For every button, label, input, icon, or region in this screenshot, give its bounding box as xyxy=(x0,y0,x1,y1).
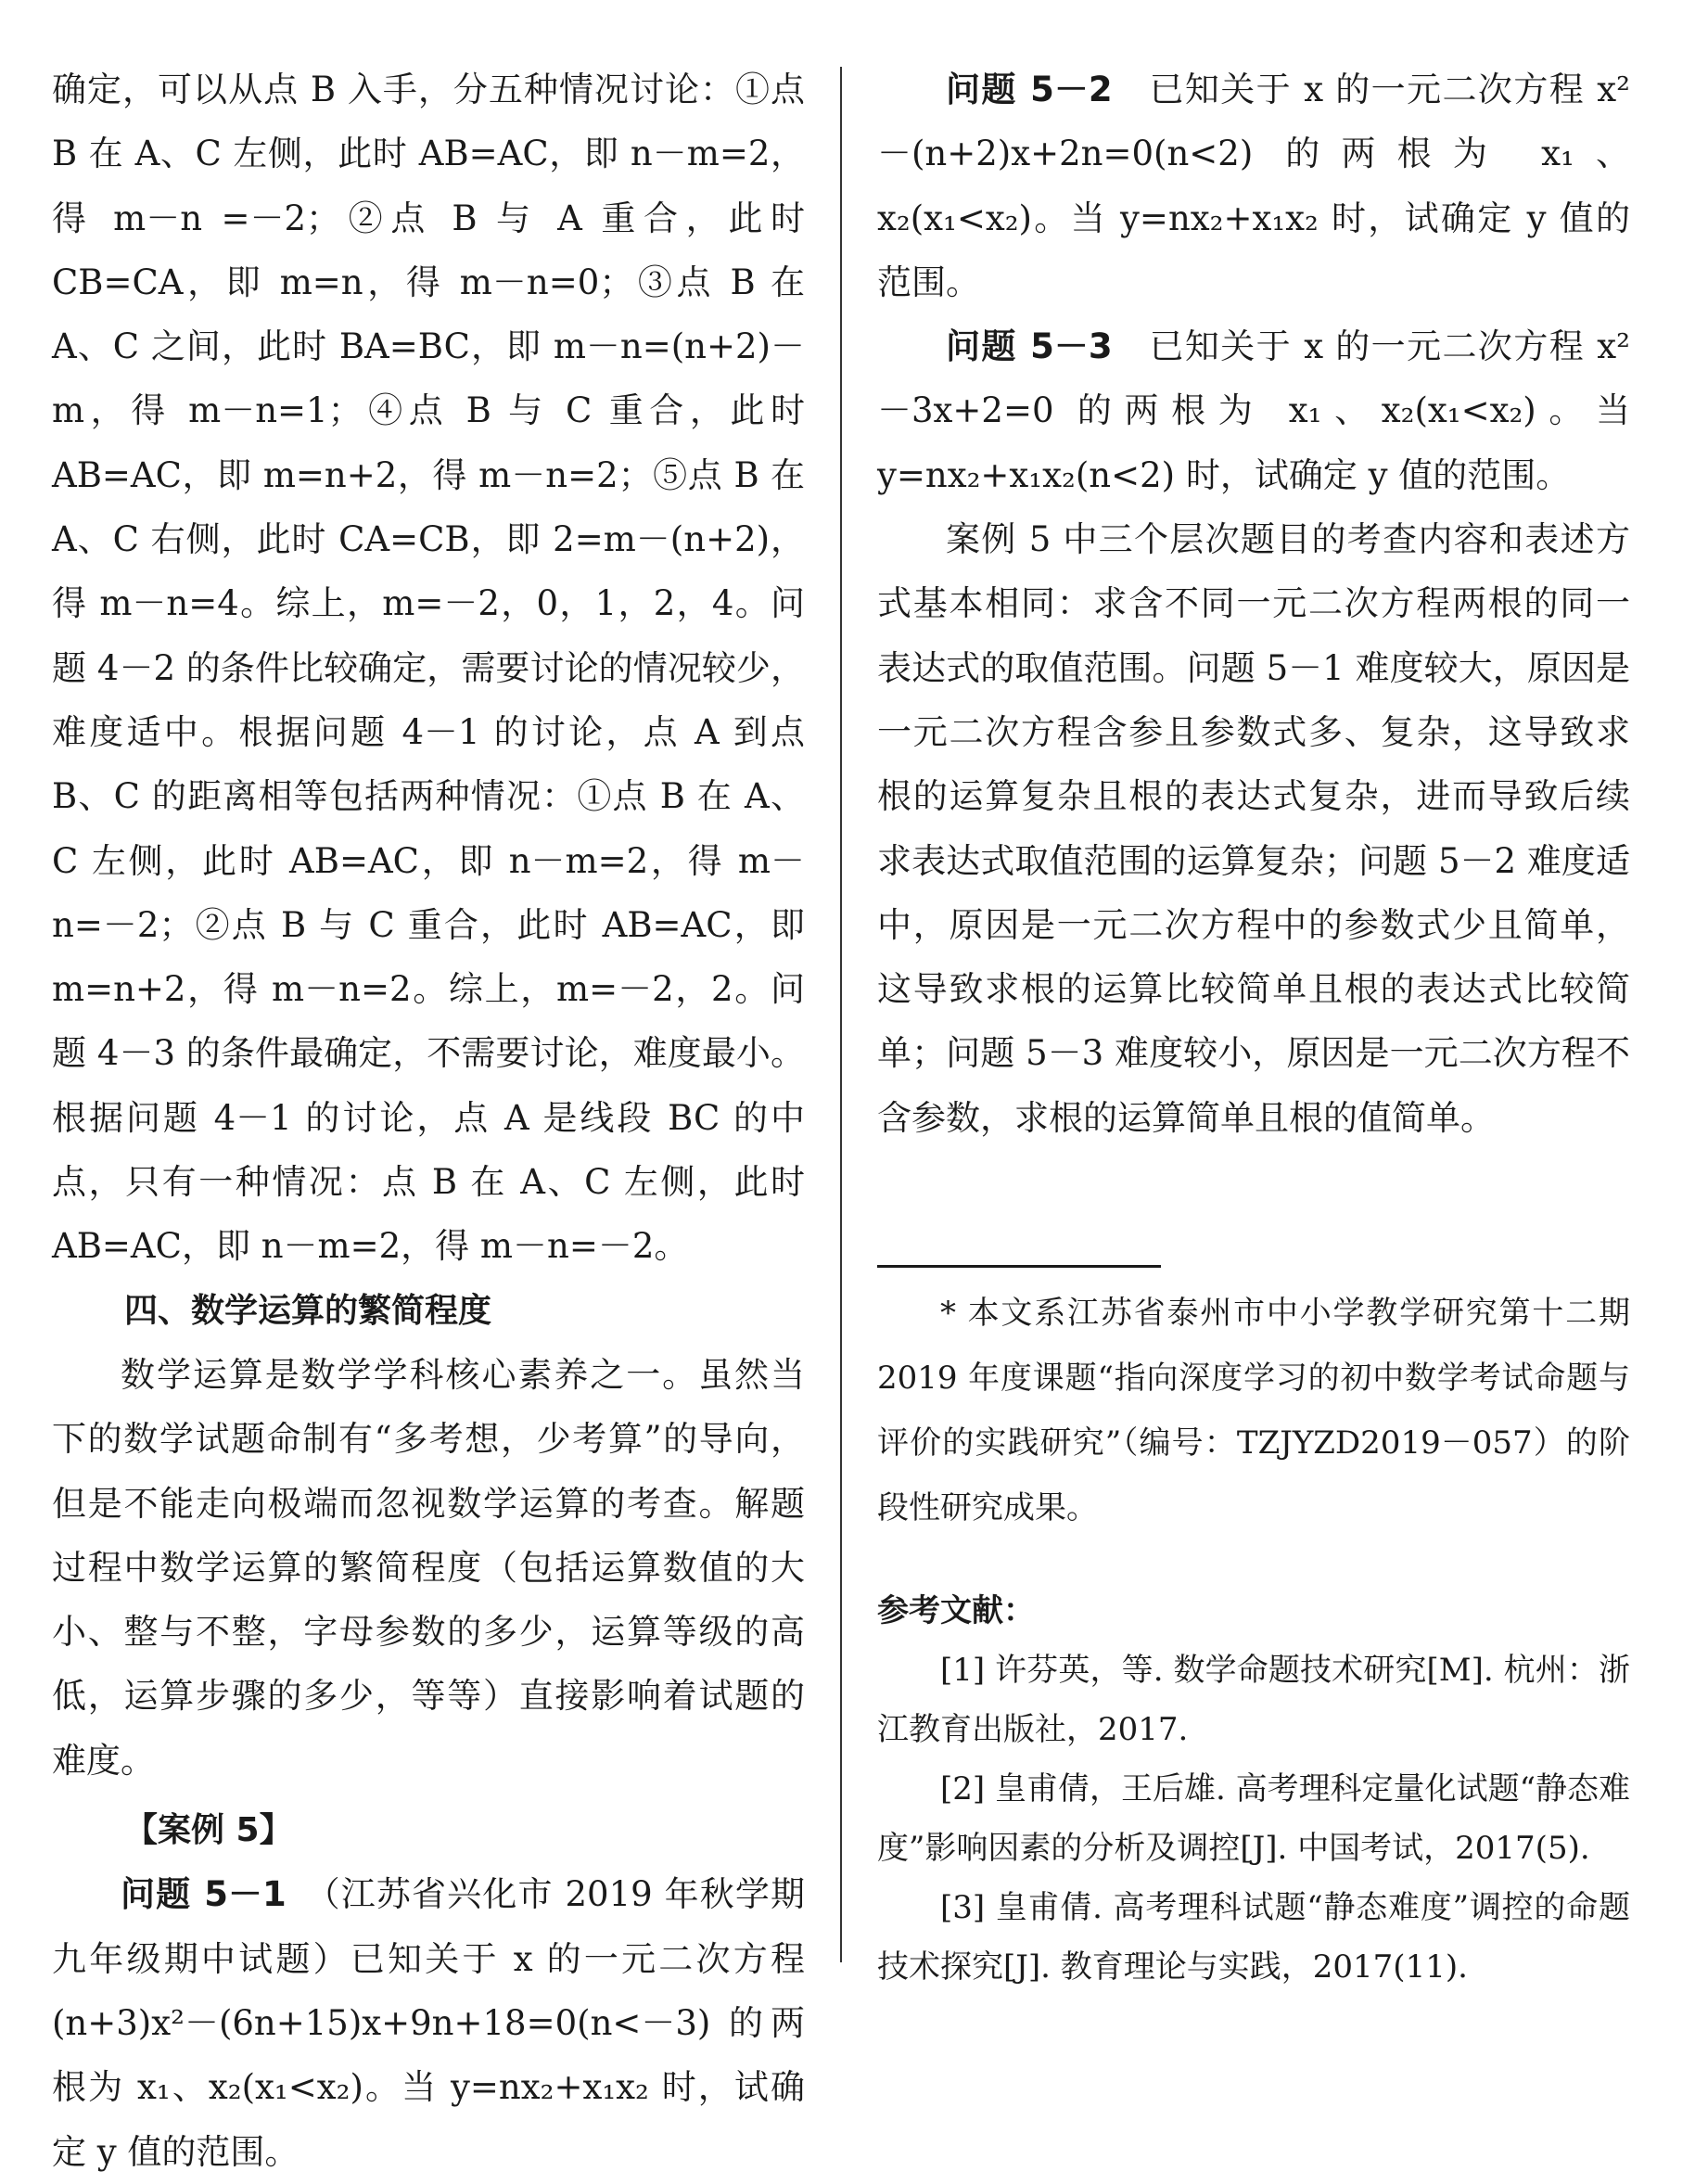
footnote-rule xyxy=(877,1265,1161,1268)
case-heading: 【案例 5】 xyxy=(124,1811,293,1850)
reference-3: [3] 皇甫倩. 高考理科试题“静态难度”调控的命题技术探究[J]. 教育理论与实践，2017(11). xyxy=(877,1889,1630,1986)
paragraph-math-operation: 数学运算是数学学科核心素养之一。虽然当下的数学试题命制有“多考想，少考算”的导向，但是不能走向极端而忽视数学运算的考查。解题过程中数学运算的繁简程度（包括运算数值的大小、整与不整，字母参数的多少，运算等级的高低，运算步骤的多少，等等）直接影响着试题的难度。 xyxy=(52,1354,805,1781)
reference-2: [2] 皇甫倩，王后雄. 高考理科定量化试题“静态难度”影响因素的分析及调控[J]. 中国考试，2017(5). xyxy=(877,1770,1630,1868)
problem-5-1-label: 问题 5－1 xyxy=(121,1874,287,1915)
references-title: 参考文献： xyxy=(877,1592,1035,1630)
paragraph-case5-analysis: 案例 5 中三个层次题目的考查内容和表述方式基本相同：求含不同一元二次方程两根的同一表达式的取值范围。问题 5－1 难度较大，原因是一元二次方程含参且参数式多、复杂，这导致求根的运算复杂且根的表达式复杂，进而导致后续求表达式取值范围的运算复杂；问题 5－2 难度适中，原因是一元二次方程中的参数式少且简单，这导致求根的运算比较简单且根的表达式比较简单；问题 5－3 难度较小，原因是一元二次方程不含参数，求根的运算简单且根的值简单。 xyxy=(877,519,1630,1138)
problem-5-3-label: 问题 5－3 xyxy=(946,326,1113,367)
problem-5-1 xyxy=(52,1862,805,2183)
column-divider xyxy=(840,67,842,1962)
left-column xyxy=(52,57,805,2184)
problem-5-3 xyxy=(877,314,1630,507)
footnote xyxy=(877,1281,1630,1540)
problem-5-2-text: 已知关于 x 的一元二次方程 x²－(n+2)x+2n=0(n<2) 的两根为 x₁、x₂(x₁<x₂)。当 y=nx₂+x₁x₂ 时，试确定 y 值的范围。 xyxy=(877,70,1631,302)
problem-5-3-text: 已知关于 x 的一元二次方程 x²－3x+2=0 的两根为 x₁、x₂(x₁<x₂)。当 y=nx₂+x₁x₂(n<2) 时，试确定 y 值的范围。 xyxy=(877,326,1631,495)
problem-5-1-text: （江苏省兴化市 2019 年秋学期九年级期中试题）已知关于 x 的一元二次方程 (n+3)x²－(6n+15)x+9n+18=0(n<－3) 的两根为 x₁、x₂(x₁<x₂)。当 y=nx₂+x₁x₂ 时，试确定 y 值的范围。 xyxy=(52,1874,806,2172)
paragraph-case4-analysis: 确定，可以从点 B 入手，分五种情况讨论：①点 B 在 A、C 左侧，此时 AB=AC，即 n－m=2，得 m－n =－2；②点 B 与 A 重合，此时 CB=CA，即 m=n，得 m－n=0；③点 B 在 A、C 之间，此时 BA=BC，即 m－n=(n+2)－m，得 m－n=1；④点 B 与 C 重合，此时 AB=AC，即 m=n+2，得 m－n=2；⑤点 B 在 A、C 右侧，此时 CA=CB，即 2=m－(n+2)，得 m－n=4。综上，m=－2，0，1，2，4。问题 4－2 的条件比较确定，需要讨论的情况较少，难度适中。根据问题 4－1 的讨论，点 A 到点 B、C 的距离相等包括两种情况：①点 B 在 A、C 左侧，此时 AB=AC，即 n－m=2，得 m－n=－2；②点 B 与 C 重合，此时 AB=AC，即 m=n+2，得 m－n=2。综上，m=－2，2。问题 4－3 的条件最确定，不需要讨论，难度最小。根据问题 4－1 的讨论，点 A 是线段 BC 的中点，只有一种情况：点 B 在 A、C 左侧，此时 AB=AC，即 n－m=2，得 m－n=－2。 xyxy=(52,70,805,1267)
footnote-text: * 本文系江苏省泰州市中小学教学研究第十二期 2019 年度课题“指向深度学习的初中数学考试命题与评价的实践研究”（编号：TZJYZD2019－057）的阶段性研究成果。 xyxy=(877,1295,1630,1527)
reference-1: [1] 许芬英，等. 数学命题技术研究[M]. 杭州：浙江教育出版社，2017. xyxy=(877,1652,1630,1749)
right-column xyxy=(877,57,1630,1997)
problem-5-2 xyxy=(877,57,1630,314)
problem-5-2-label: 问题 5－2 xyxy=(946,70,1113,109)
section-heading: 四、数学运算的繁简程度 xyxy=(124,1291,492,1330)
